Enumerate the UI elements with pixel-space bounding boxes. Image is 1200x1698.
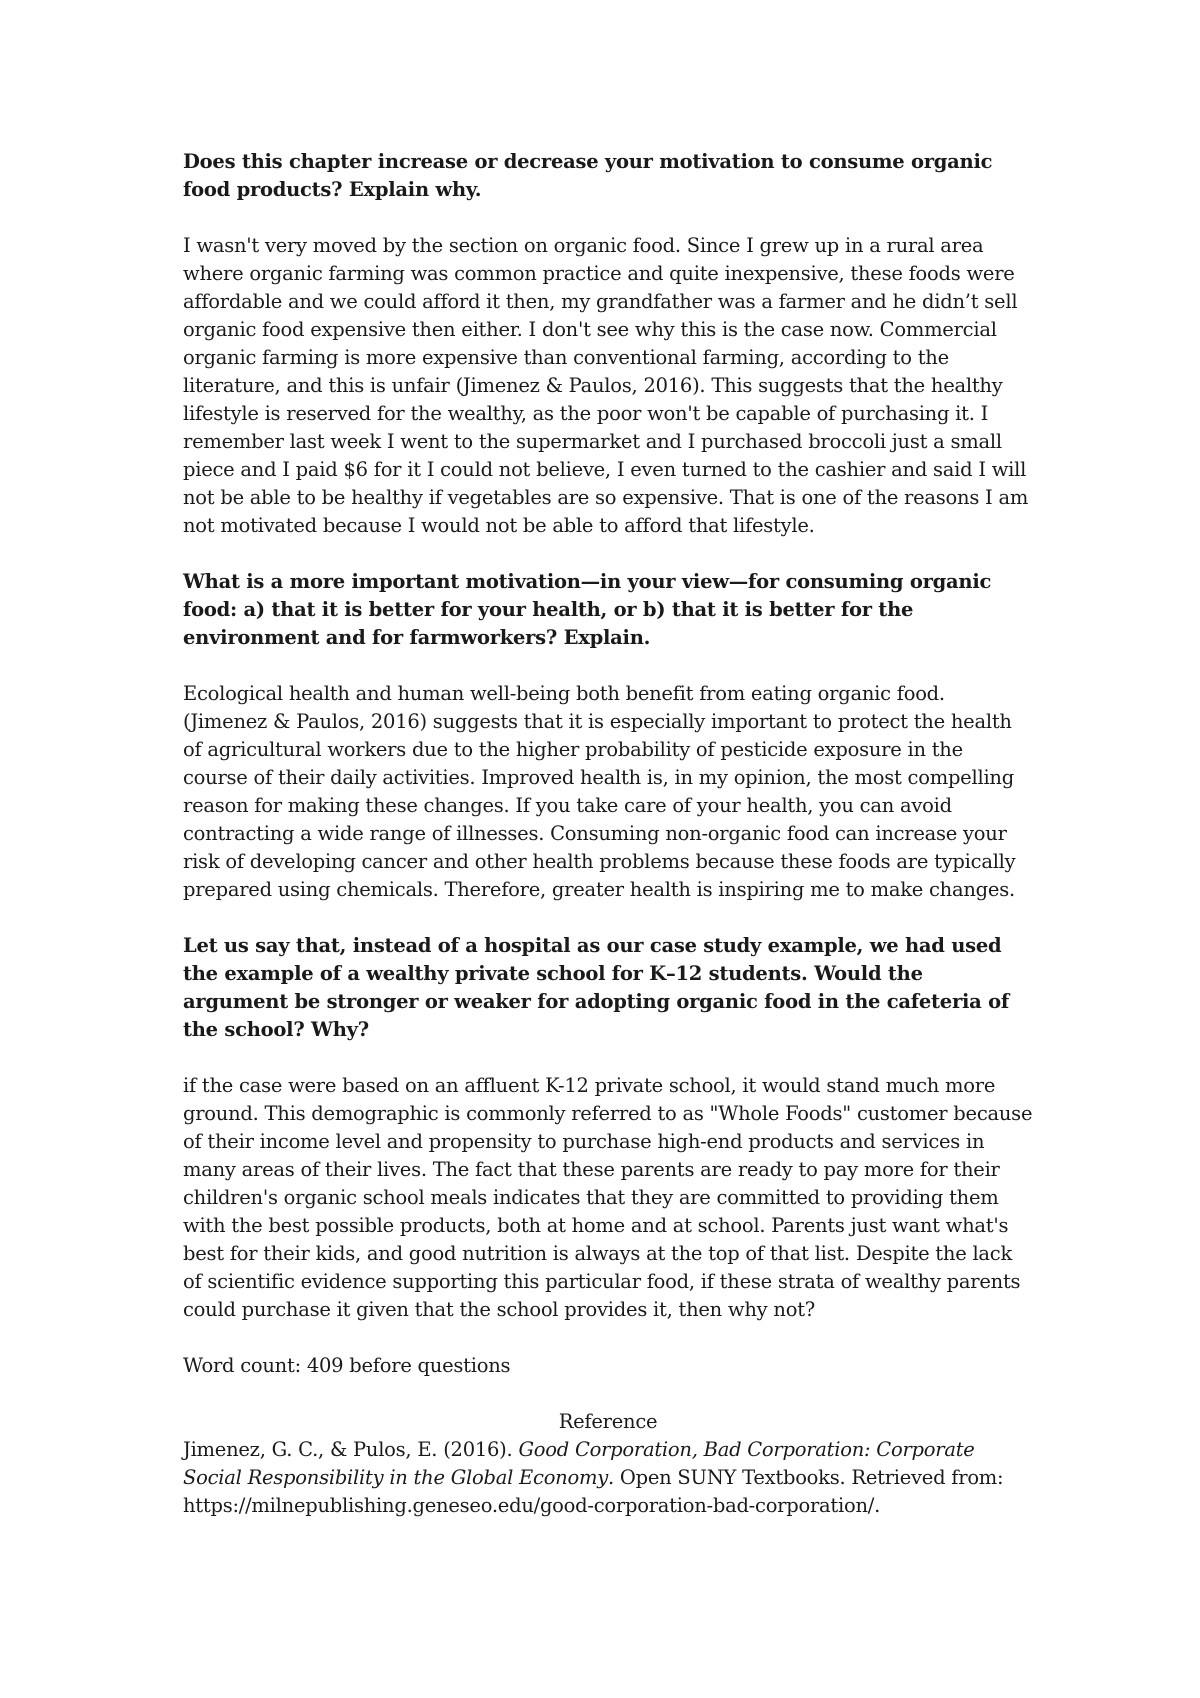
question-3: Let us say that, instead of a hospital as our case study example, we had used the example of a wealthy private school for K–12 students. Would the argument be stronger or weaker for adopting organic food in the cafeteria of the school? Why? — [183, 934, 1009, 1041]
spacer — [183, 1324, 1033, 1352]
spacer — [183, 540, 1033, 568]
reference-entry — [183, 1436, 1033, 1520]
answer-1: I wasn't very moved by the section on organic food. Since I grew up in a rural area where organic farming was common practice and quite inexpensive, these foods were affordable and we could afford it then, my grandfather was a farmer and he didn’t sell organic food expensive then either. I don't see why this is the case now. Commercial organic farming is more expensive than conventional farming, according to the literature, and this is unfair (Jimenez & Paulos, 2016). This suggests that the healthy lifestyle is reserved for the wealthy, as the poor won't be capable of purchasing it. I remember last week I went to the supermarket and I purchased broccoli just a small piece and I paid $6 for it I could not believe, I even turned to the cashier and said I will not be able to be healthy if vegetables are so expensive. That is one of the reasons I am not motivated because I would not be able to afford that lifestyle. — [183, 234, 1029, 537]
reference-authors: Jimenez, G. C., & Pulos, E. (2016). — [183, 1438, 519, 1461]
answer-3: if the case were based on an affluent K-12 private school, it would stand much more ground. This demographic is commonly referred to as "Whole Foods" customer because of their income level and propensity to purchase high-end products and services in many areas of their lives. The fact that these parents are ready to pay more for their children's organic school meals indicates that they are committed to providing them with the best possible products, both at home and at school. Parents just want what's best for their kids, and good nutrition is always at the top of that list. Despite the lack of scientific evidence supporting this particular food, if these strata of wealthy parents could purchase it given that the school provides it, then why not? — [183, 1074, 1033, 1321]
spacer — [183, 652, 1033, 680]
reference-title: Good Corporation, Bad Corporation: Corporate Social Responsibility in the Global Economy — [183, 1438, 975, 1489]
spacer — [183, 204, 1033, 232]
reference-heading: Reference — [558, 1410, 658, 1433]
question-2: What is a more important motivation—in your view—for consuming organic food: a) that it is better for your health, or b) that it is better for the environment and for farmworkers? Explain. — [183, 570, 992, 649]
word-count: Word count: 409 before questions — [183, 1354, 511, 1377]
question-1: Does this chapter increase or decrease your motivation to consume organic food products? Explain why. — [183, 150, 993, 201]
spacer — [183, 1044, 1033, 1072]
spacer — [183, 1380, 1033, 1408]
document-body — [183, 148, 1033, 1520]
answer-2: Ecological health and human well-being both benefit from eating organic food. (Jimenez & Paulos, 2016) suggests that it is especially important to protect the health of agricultural workers due to the higher probability of pesticide exposure in the course of their daily activities. Improved health is, in my opinion, the most compelling reason for making these changes. If you take care of your health, you can avoid contracting a wide range of illnesses. Consuming non-organic food can increase your risk of developing cancer and other health problems because these foods are typically prepared using chemicals. Therefore, greater health is inspiring me to make changes. — [183, 682, 1016, 901]
spacer — [183, 904, 1033, 932]
reference-source: . Open SUNY Textbooks. Retrieved from: https://milnepublishing.geneseo.edu/good-corporation-bad-corporation/. — [183, 1466, 1004, 1517]
